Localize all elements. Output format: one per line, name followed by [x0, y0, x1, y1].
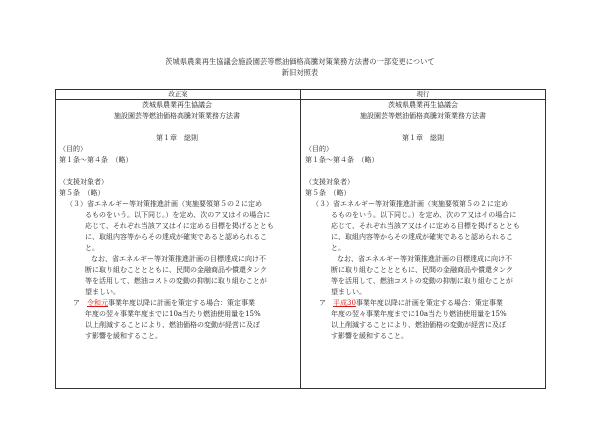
article-5: 第５条 （略）: [305, 189, 351, 197]
org-name: 茨城県農業再生協議会: [142, 101, 212, 109]
column-heading-current: 現行: [416, 90, 430, 98]
note-line: 望ましい。: [85, 288, 120, 296]
article-5: 第５条 （略）: [59, 189, 105, 197]
note-line: なお、省エネルギー等対策推進計画の目標達成に向け不: [91, 255, 266, 263]
clause-3-line: と。: [85, 244, 99, 252]
item-a-line: 以上削減することにより、燃油価格の変動が経営に及ぼ: [331, 321, 506, 329]
note-line: 望ましい。: [331, 288, 366, 296]
comparison-table: [55, 89, 546, 389]
era-highlight: 平成30: [333, 299, 356, 307]
eligible-label: （支援対象者）: [305, 178, 354, 186]
chapter-heading: 第１章 総則: [156, 134, 198, 142]
item-a-line: 年度の翌々事業年度までに10a当たり燃油使用量を15%: [85, 310, 261, 318]
clause-3-line: と。: [331, 244, 345, 252]
clause-3-line: に、取組内容等からその達成が確実であると認められるこ: [85, 233, 267, 241]
clause-3-line: るものをいう。以下同じ。）を定め、次のア又はイの場合に: [85, 211, 271, 219]
clause-3-line: 応じて、それぞれ当該ア又はイに定める目標を掲げるととも: [85, 222, 274, 230]
revised-column: [59, 100, 295, 342]
current-column: [305, 100, 541, 342]
clause-3-line: （３）省エネルギー等対策推進計画（実施要領第５の２に定め: [312, 200, 508, 208]
note-line: 断に取り組むこととともに、民間の金融商品や償還タンク: [85, 266, 267, 274]
eligible-label: （支援対象者）: [59, 178, 108, 186]
org-name: 茨城県農業再生協議会: [388, 101, 458, 109]
note-line: 断に取り組むこととともに、民間の金融商品や償還タンク: [331, 266, 513, 274]
item-a-line: す影響を緩和すること。: [85, 332, 162, 340]
item-a-marker: ア: [319, 299, 333, 307]
articles-1-4: 第１条〜第４条 （略）: [305, 156, 379, 164]
column-heading-revised: 改正案: [168, 90, 188, 98]
document-subtitle: 新旧対照表: [281, 68, 319, 77]
note-line: 等を活用して、燃油コストの変動の抑制に取り組むことが: [85, 277, 267, 285]
clause-3-line: るものをいう。以下同じ。）を定め、次のア又はイの場合に: [331, 211, 517, 219]
purpose-label: （目的）: [305, 145, 333, 153]
doc-name: 施設園芸等燃油価格高騰対策業務方法書: [360, 112, 486, 120]
item-a-line: [59, 298, 295, 309]
item-a-text: 事業年度以降に計画を策定する場合：策定事業: [108, 299, 255, 307]
articles-1-4: 第１条〜第４条 （略）: [59, 156, 133, 164]
column-divider: [300, 90, 301, 388]
item-a-marker: ア: [73, 299, 87, 307]
clause-3-line: に、取組内容等からその達成が確実であると認められるこ: [331, 233, 513, 241]
item-a-line: 以上削減することにより、燃油価格の変動が経営に及ぼ: [85, 321, 260, 329]
item-a-line: す影響を緩和すること。: [331, 332, 408, 340]
document-header: [0, 56, 600, 78]
chapter-heading: 第１章 総則: [402, 134, 444, 142]
purpose-label: （目的）: [59, 145, 87, 153]
note-line: なお、省エネルギー等対策推進計画の目標達成に向け不: [337, 255, 512, 263]
era-highlight: 令和元: [87, 299, 108, 307]
document-title: 茨城県農業再生協議会施設園芸等燃油価格高騰対策業務方法書の一部変更について: [165, 57, 435, 66]
item-a-line: 年度の翌々事業年度までに10a当たり燃油使用量を15%: [331, 310, 507, 318]
clause-3-line: （３）省エネルギー等対策推進計画（実施要領第５の２に定め: [66, 200, 262, 208]
item-a-line: [305, 298, 541, 309]
item-a-text: 事業年度以降に計画を策定する場合：策定事業: [355, 299, 503, 307]
doc-name: 施設園芸等燃油価格高騰対策業務方法書: [114, 112, 240, 120]
clause-3-line: 応じて、それぞれ当該ア又はイに定める目標を掲げるととも: [331, 222, 520, 230]
note-line: 等を活用して、燃油コストの変動の抑制に取り組むことが: [331, 277, 513, 285]
